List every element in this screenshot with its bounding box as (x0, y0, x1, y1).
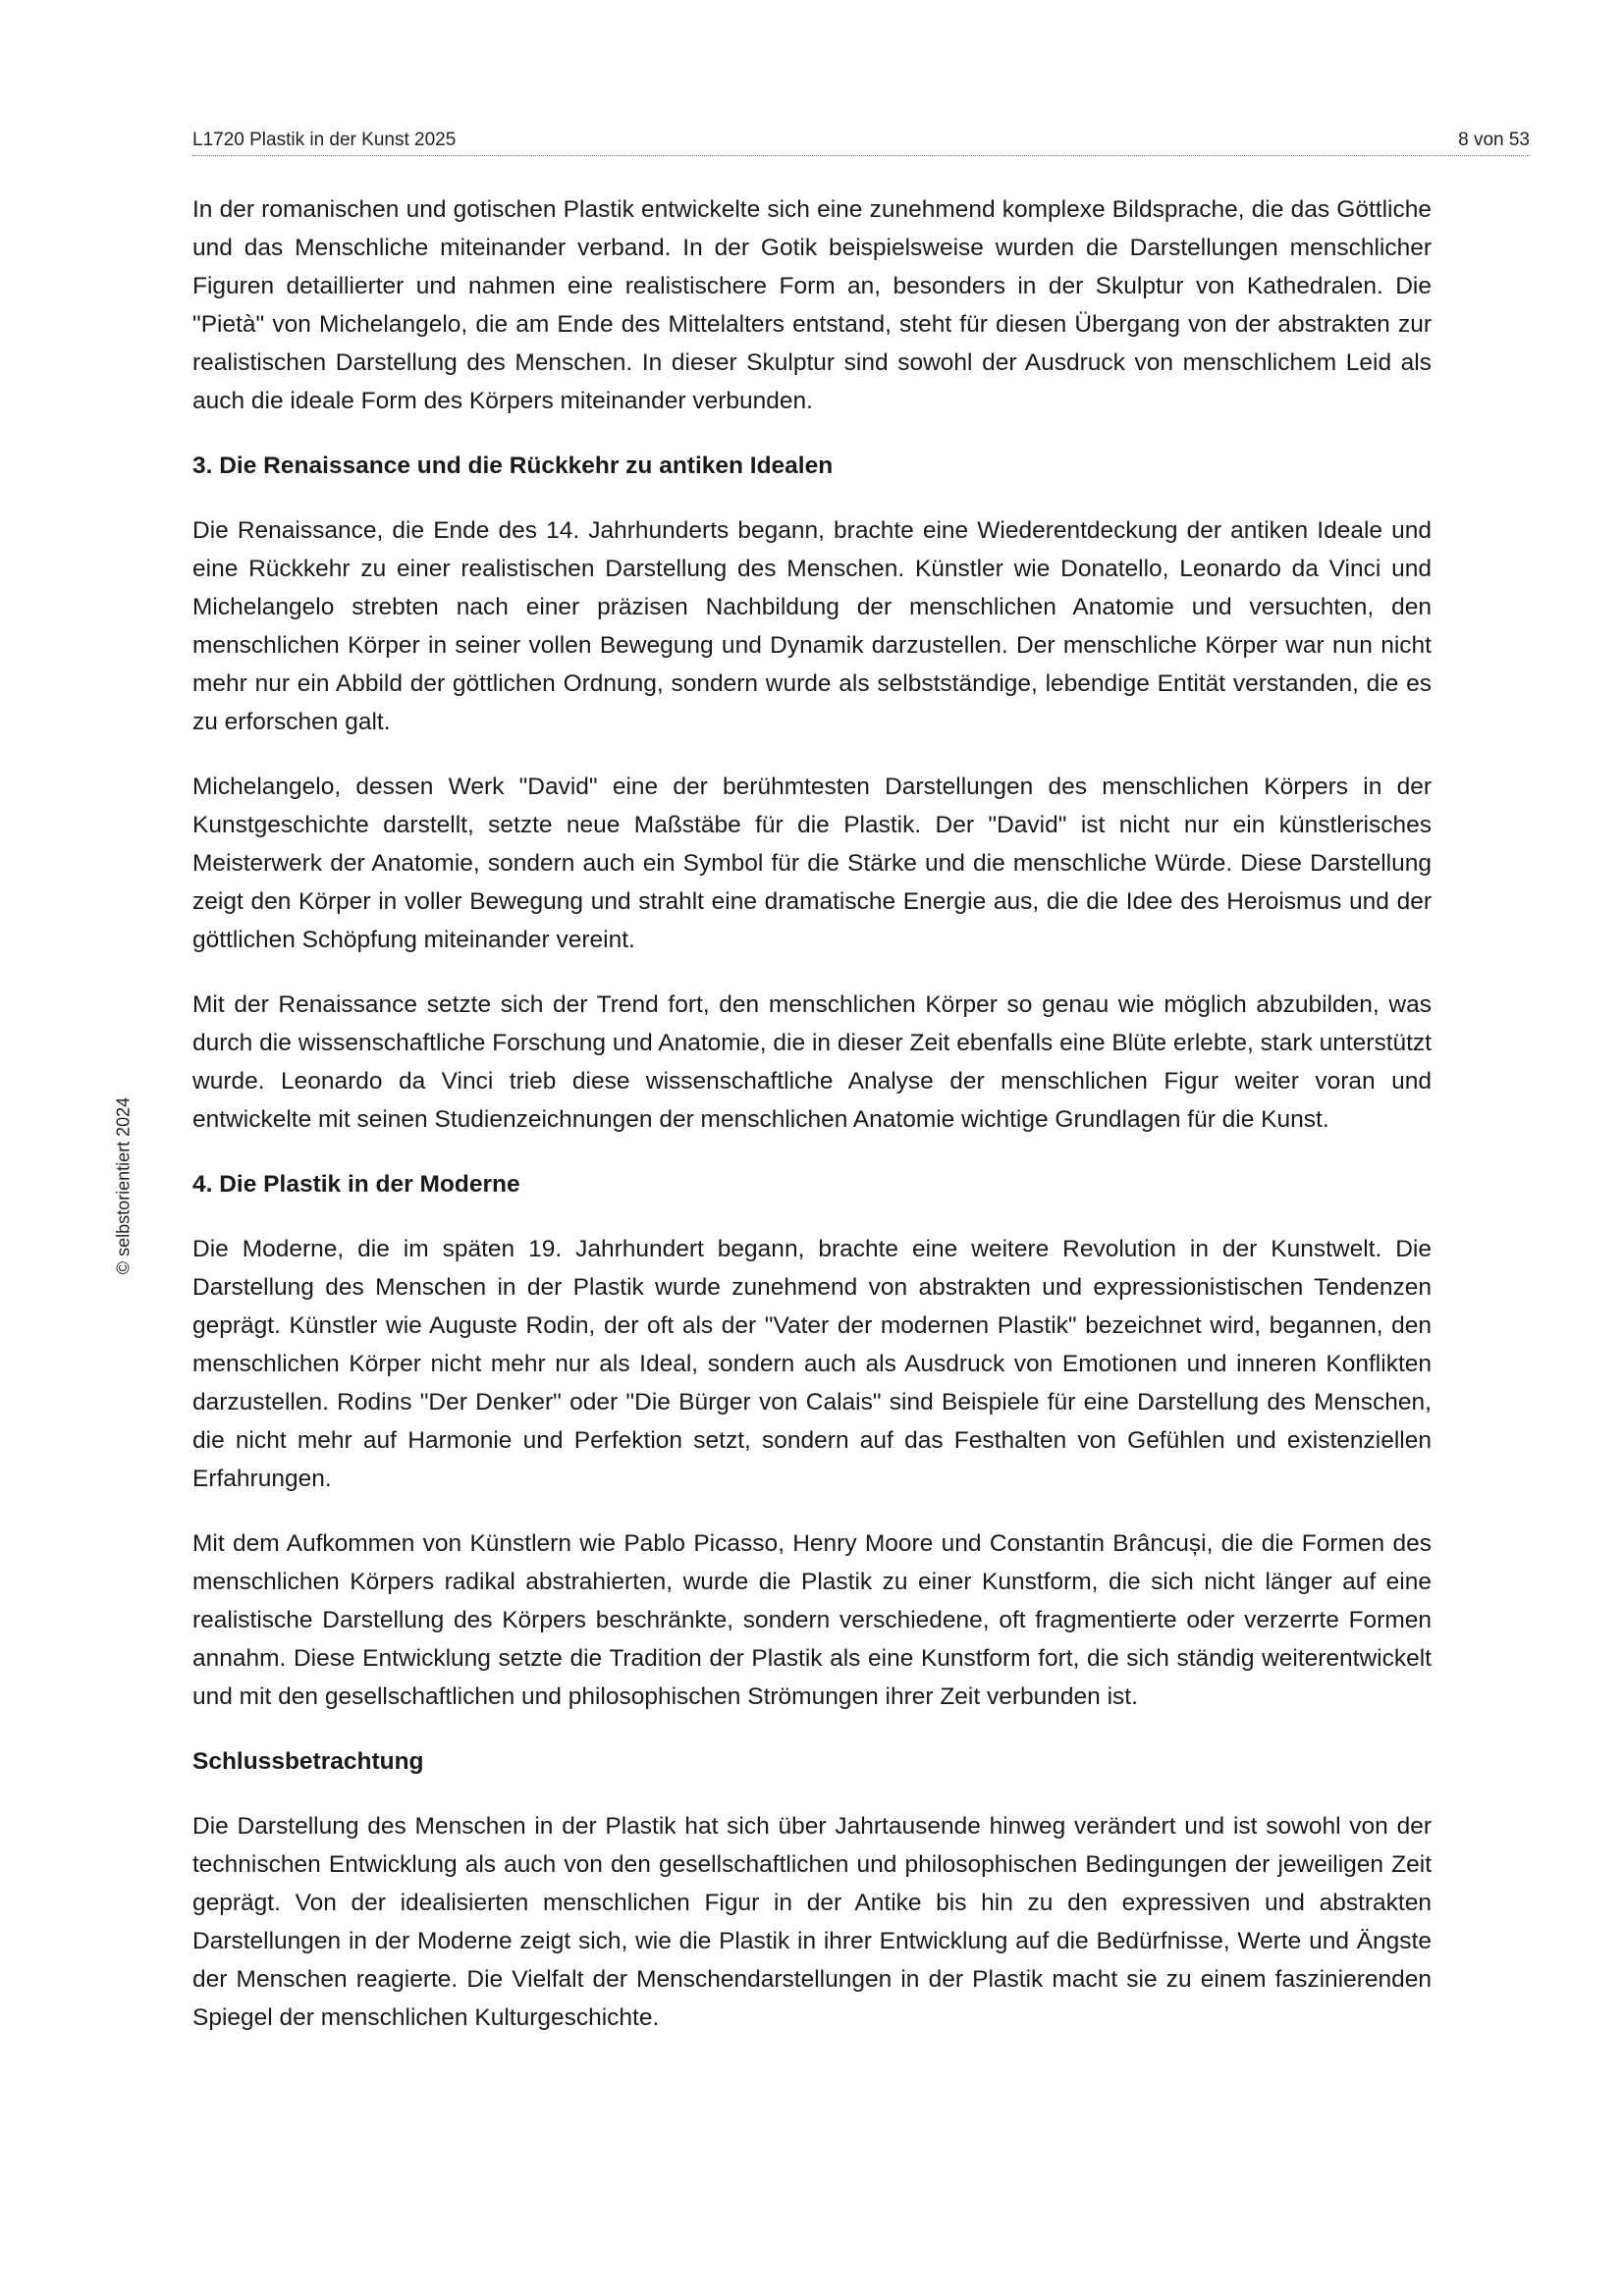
paragraph-michelangelo-david: Michelangelo, dessen Werk "David" eine der berühmtesten Darstellungen des menschlichen Körpers in der Kunstgeschichte darstellt, setzte neue Maßstäbe für die Plastik. Der "David" ist nicht nur ein künstlerisches Meisterwerk der Anatomie, sondern auch ein Symbol für die Stärke und die menschliche Würde. Diese Darstellung zeigt den Körper in voller Bewegung und strahlt eine dramatische Energie aus, die die Idee des Heroismus und der göttlichen Schöpfung miteinander vereint. (192, 774, 1432, 953)
paragraph-modern-rodin: Die Moderne, die im späten 19. Jahrhundert begann, brachte eine weitere Revolution in der Kunstwelt. Die Darstellung des Menschen in der Plastik wurde zunehmend von abstrakten und expressionistischen Tendenzen geprägt. Künstler wie Auguste Rodin, der oft als der "Vater der modernen Plastik" bezeichnet wird, begannen, den menschlichen Körper nicht mehr nur als Ideal, sondern auch als Ausdruck von Emotionen und inneren Konflikten darzustellen. Rodins "Der Denker" oder "Die Bürger von Calais" sind Beispiele für eine Darstellung des Menschen, die nicht mehr auf Harmonie und Perfektion setzt, sondern auf das Festhalten von Gefühlen und existenziellen Erfahrungen. (192, 1236, 1432, 1492)
paragraph-renaissance-intro: Die Renaissance, die Ende des 14. Jahrhunderts begann, brachte eine Wiederentdeckung der antiken Ideale und eine Rückkehr zu einer realistischen Darstellung des Menschen. Künstler wie Donatello, Leonardo da Vinci und Michelangelo strebten nach einer präzisen Nachbildung der menschlichen Anatomie und versuchten, den menschlichen Körper in seiner vollen Bewegung und Dynamik darzustellen. Der menschliche Körper war nun nicht mehr nur ein Abbild der göttlichen Ordnung, sondern wurde als selbstständige, lebendige Entität verstanden, die es zu erforschen galt. (192, 517, 1432, 735)
paragraph-conclusion: Die Darstellung des Menschen in der Plastik hat sich über Jahrtausende hinweg verändert und ist sowohl von der technischen Entwicklung als auch von den gesellschaftlichen und philosophischen Bedingungen der jeweiligen Zeit geprägt. Von der idealisierten menschlichen Figur in der Antike bis hin zu den expressiven und abstrakten Darstellungen in der Moderne zeigt sich, wie die Plastik in ihrer Entwicklung auf die Bedürfnisse, Werte und Ängste der Menschen reagierte. Die Vielfalt der Menschendarstellungen in der Plastik macht sie zu einem faszinierenden Spiegel der menschlichen Kulturgeschichte. (192, 1813, 1432, 2031)
copyright-notice: © selbstorientiert 2024 (113, 1096, 134, 1275)
paragraph-leonardo-anatomy: Mit der Renaissance setzte sich der Trend fort, den menschlichen Körper so genau wie möglich abzubilden, was durch die wissenschaftliche Forschung und Anatomie, die in dieser Zeit ebenfalls eine Blüte erlebte, stark unterstützt wurde. Leonardo da Vinci trieb diese wissenschaftliche Analyse der menschlichen Figur weiter voran und entwickelte mit seinen Studienzeichnungen der menschlichen Anatomie wichtige Grundlagen für die Kunst. (192, 991, 1432, 1133)
document-body (192, 190, 1432, 2063)
paragraph-modern-abstraction: Mit dem Aufkommen von Künstlern wie Pablo Picasso, Henry Moore und Constantin Brâncuși, die die Formen des menschlichen Körpers radikal abstrahierten, wurde die Plastik zu einer Kunstform, die sich nicht länger auf eine realistische Darstellung des Körpers beschränkte, sondern verschiedene, oft fragmentierte oder verzerrte Formen annahm. Diese Entwicklung setzte die Tradition der Plastik als eine Kunstform fort, die sich ständig weiterentwickelt und mit den gesellschaftlichen und philosophischen Strömungen ihrer Zeit verbunden ist. (192, 1530, 1432, 1710)
section-heading-conclusion: Schlussbetrachtung (192, 1748, 424, 1775)
paragraph-gothic-sculpture: In der romanischen und gotischen Plastik entwickelte sich eine zunehmend komplexe Bildsprache, die das Göttliche und das Menschliche miteinander verband. In der Gotik beispielsweise wurden die Darstellungen menschlicher Figuren detaillierter und nahmen eine realistischere Form an, besonders in der Skulptur von Kathedralen. Die "Pietà" von Michelangelo, die am Ende des Mittelalters entstand, steht für diesen Übergang von der abstrakten zur realistischen Darstellung des Menschen. In dieser Skulptur sind sowohl der Ausdruck von menschlichem Leid als auch die ideale Form des Körpers miteinander verbunden. (192, 196, 1432, 414)
document-title: L1720 Plastik in der Kunst 2025 (192, 130, 457, 150)
page-header (192, 126, 1530, 156)
page-number: 8 von 53 (1458, 130, 1530, 150)
section-heading-renaissance: 3. Die Renaissance und die Rückkehr zu antiken Idealen (192, 453, 834, 479)
section-heading-modern: 4. Die Plastik in der Moderne (192, 1171, 520, 1198)
